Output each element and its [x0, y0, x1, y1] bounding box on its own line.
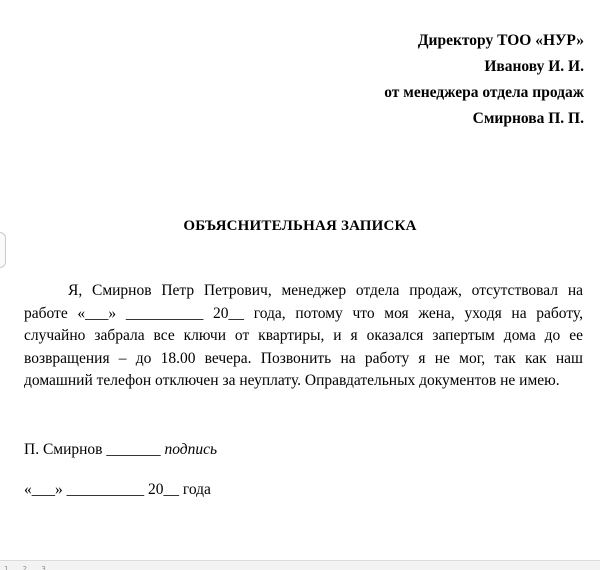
addressee-position: Директору ТОО «НУР» [417, 32, 584, 49]
addressee-name: Иванову И. И. [484, 58, 584, 75]
signature-name: П. Смирнов _______ [24, 441, 161, 458]
sender-name: Смирнова П. П. [472, 110, 584, 127]
signature-line [24, 441, 217, 459]
signature-label: подпись [164, 441, 218, 458]
body-paragraph: Я, Смирнов Петр Петрович, менеджер отдела продаж, отсутствовал на работе «___» __________ 20__ года, потому что моя жена, уходя на работу, случайно забрала все ключи от квартиры, и я оказался запертым дома до ее возвращения – до 18.00 вечера. Позвонить на работу я не мог, так как наш домашний телефон отключен за неуплату. Оправдательных документов не имею. [24, 282, 583, 389]
document-title: ОБЪЯСНИТЕЛЬНАЯ ЗАПИСКА [183, 218, 417, 234]
sender-position: от менеджера отдела продаж [384, 84, 584, 101]
horizontal-ruler [0, 560, 600, 570]
date-line: «___» __________ 20__ года [24, 481, 211, 498]
addressee-block [384, 28, 584, 132]
ruler-tick-labels: 1 2 3 [4, 565, 52, 570]
page-edge-handle[interactable] [0, 232, 6, 268]
